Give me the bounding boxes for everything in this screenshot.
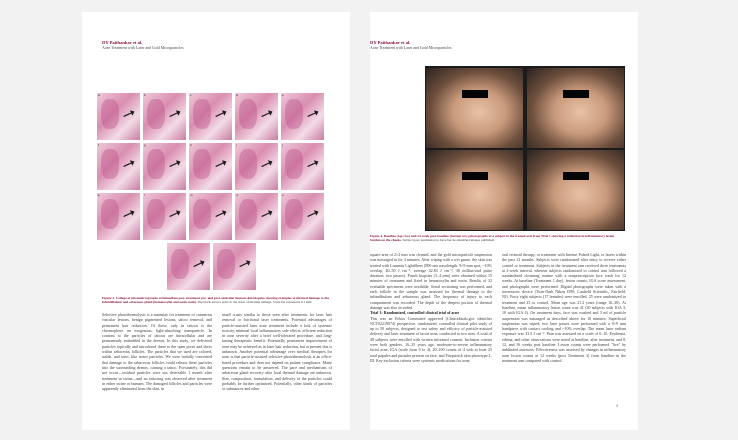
- left-header-author: DY Paithankar et al.: [102, 40, 143, 45]
- histology-tile: o: [280, 192, 325, 241]
- clinical-photo: [426, 68, 523, 148]
- eye-redaction-bar: [462, 90, 488, 98]
- histology-tile: d: [234, 92, 279, 141]
- right-col1-text: square area of 2×2 mm was cleaned, and the gold microparticle suspension was massaged in for 4 minutes. After wiping with a wet gauze, the skin was treated with Lumenis LightSheer (800 nm wavelength, 9×9 mm spot, ~10% overlap, 40–50 J cm⁻², average 42.83 J cm⁻², 30 millisecond pulse duration, two passes). Punch biopsies (3–4 mm) were obtained within 15 minutes of treatment and fixed in hematoxylin and eosin. Results of 32 evaluable specimens were available. Serial sectioning was performed, and each follicle in the sample was assessed for thermal damage to the infundibulum and sebaceous gland. The frequency of injury to each compartment was recorded. The depth of the deepest portion of thermal damage was also recorded.: [370, 252, 492, 310]
- clinical-photo: [426, 150, 523, 230]
- left-header-title: Acne Treatment with Laser and Gold Microparticles: [102, 46, 184, 50]
- histology-tile: [212, 242, 257, 291]
- histology-tile: m: [188, 192, 233, 241]
- right-page: [370, 12, 638, 430]
- right-column-2: [502, 252, 626, 363]
- left-caption-lead: Figure 2. Collage of photomicrographs of immediate post-treatment pre- and post-auricular human skin biopsies showing examples of thermal damage to the infundibulum and sebaceous gland (hematoxylin and eosin stain).: [102, 296, 329, 305]
- histology-tile: i: [234, 142, 279, 191]
- histology-tile: k: [96, 192, 141, 241]
- right-col2-text: oral retinoid therapy, or treatment with Intense Pulsed Light, or lasers within the past 12 months. Subjects were randomized after entry to receive either control or treatment. Subjects in the treatment arm received three treatments at 2-week interval, whereas subjects randomized to control arm followed a standardized cleansing routine with a nonprescription face wash for 12 weeks. At baseline (Treatment 1 day), lesion counts, IGA score assessment, and photographs were performed. Digital photographs were taken with a stereotactic device (Twin-flash Nikon D90; Canfield Scientific, Fairfield, NJ). Forty eight subjects (17 females) were enrolled, 25 were randomized to treatment and 23 to control. Mean age was 21.2 years (range 16–30). At baseline, mean inflammatory lesion count was 41 (30 subjects with IGA 3, 10 with IGA 4). On treatment days, face was washed and 3 ml of particle suspension was massaged as described above for 10 minutes. Superficial suspension was wiped; two laser passes were performed with a 9×9 mm handpiece with contact cooling and ~10% overlap. The mean laser radiant exposure was 33.5 J cm⁻². Pain was assessed on a scale of 0–10. Erythema, edema, and other observations were noted at baseline, after treatment, and 8, 12, and 16 weeks post baseline. Lesion counts were performed "live" by unblinded assessors. Effectiveness was assessed by changes in inflammatory acne lesion counts at 12 weeks (post Treatment 3) from baseline in the treatment arm compared with control.: [502, 252, 626, 363]
- right-caption-rest: Subject gave permission to have her de-identified images published.: [402, 238, 496, 243]
- histology-tile: n: [234, 192, 279, 241]
- histology-tile: a: [96, 92, 141, 141]
- left-col1-text: Selective photothermolysis is a mainstay for treatment of cutaneous vascular lesions, benign pigmented lesions, tattoo removal, and permanent hair reduction. Of these, only in tattoos is the chromophore an exogenous, light-absorbing nanoparticle. In contrast to the particles of tattoos are intracellular and are permanently embedded in the dermis. In this study, we delivered particles topically and introduced them to the open pores and ducts within sebaceous follicles. The particles that we used are colored, stable, and inert, like tattoo particles. We were initially concerned that damage to the sebaceous follicles could release these particles into the surrounding dermis, causing a tattoo. Fortunately, this did not occur—residual particles were not detectable 1 month after treatment in swine—and no tattooing was observed after treatment in either swine or humans. The damaged follicles and particles were apparently eliminated from the skin, in: [102, 312, 212, 392]
- clinical-photo: [527, 150, 624, 230]
- histology-tile: e: [280, 92, 325, 141]
- left-col2-text: small crusts similar to those seen after treatments for laser hair removal or fractional laser treatments. Potential advantages of particle-assisted laser acne treatment include a lack of systemic toxicity, minimal local inflammatory side effects, efficient reduction in acne severity after a brief well-tolerated procedure, and long-lasting therapeutic benefit. Potentially, permanent improvement of acne may be achieved as in laser hair reduction, but at present this is unknown. Another potential advantage over medical therapies for acne is that particle-assisted selective photothermolysis is an office-based procedure and does not depend on patient compliance. Many questions remain to be answered. The pace and mechanisms of sebaceous gland recovery after local thermal damage are unknown. Size, composition, formulation, and delivery of the particles could probably be further optimized. Potentially, other kinds of particles or substances and other: [222, 312, 332, 392]
- left-figure-caption: [102, 296, 330, 305]
- eye-redaction-bar: [563, 90, 589, 98]
- histology-tile: h: [188, 142, 233, 191]
- histology-tile: b: [142, 92, 187, 141]
- right-column-1: [370, 252, 492, 363]
- left-column-1: [102, 312, 212, 391]
- right-col1-text-after: This was an Ethics Committee approved (Clinicaltrials.gov identifier NCT02219074) prospective, randomized, controlled clinical pilot study of up to 50 subjects, designed to test safety and efficacy of particle-assisted delivery and laser treatment of facial acne, conducted at two sites. A total of 48 subjects were enrolled with written informed consent. Inclusion criteria were both genders, 16–35 years age, moderate-to-severe inflammatory facial acne, IGA (scale from 0 to 4), 20–100 counts of 4 with at least 25 total papules and pustules present on face, and Fitzpatrick skin phototype I–III. Key exclusion criteria were systemic medications for acne,: [370, 315, 492, 363]
- right-header-title: Acne Treatment with Laser and Gold Microparticles: [370, 46, 452, 50]
- histology-collage: [96, 92, 334, 292]
- left-column-2: [222, 312, 332, 391]
- right-figure-caption: [370, 234, 625, 243]
- right-caption-lead: Figure 4. Baseline (top row) and 24-week post-baseline (bottom row) photographs of a subject in the treated arm from Trial 1 showing a reduction in inflammatory lesion burden on the cheeks.: [370, 234, 615, 243]
- clinical-photo: [527, 68, 624, 148]
- page-number: 3: [616, 404, 618, 408]
- histology-tile: g: [142, 142, 187, 191]
- left-caption-rest: The black arrows point to the areas of thermal damage. Scale bar represents 0.1 mm.: [197, 300, 313, 305]
- section-heading: Trial 1: Randomized, controlled clinical trial of acne: [370, 310, 460, 316]
- left-page: [82, 12, 350, 430]
- histology-tile: j: [280, 142, 325, 191]
- histology-tile: c: [188, 92, 233, 141]
- histology-tile: l: [142, 192, 187, 241]
- clinical-photo-grid: [425, 66, 625, 231]
- right-header-author: DY Paithankar et al.: [370, 40, 411, 45]
- histology-tile: [166, 242, 211, 291]
- histology-tile: f: [96, 142, 141, 191]
- eye-redaction-bar: [462, 172, 488, 180]
- eye-redaction-bar: [563, 172, 589, 180]
